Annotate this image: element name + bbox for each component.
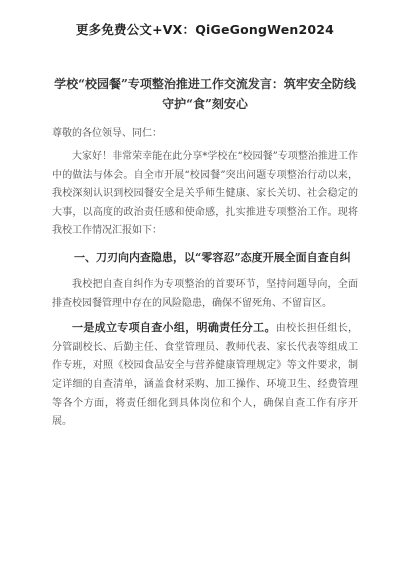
document-title: 学校“校园餐”专项整治推进工作交流发言：筑牢安全防线守护“食”刻安心 xyxy=(54,77,356,111)
section-heading-1: 一、刀刃向内查隐患，以“零容忍”态度开展全面自查自纠 xyxy=(74,250,351,264)
point-1-body: 由校长担任组长，分管副校长、后勤主任、食堂管理员、教师代表、家长代表等组成工作专班，对照《校园食品安全与营养健康管理规定》等文件要求，制定详细的自查清单，涵盖食材采购、加工操作、环境卫生、经费管理等各个方面，将责任细化到具体岗位和个人，确保自查工作有序开展。 xyxy=(52,323,359,428)
point-1-lead: 一是成立专项自查小组，明确责任分工。 xyxy=(72,321,276,335)
section-1-paragraph: 我校把自查自纠作为专项整治的首要环节，坚持问题导向，全面排查校园餐管理中存在的风险隐患，确保不留死角、不留盲区。 xyxy=(52,278,358,309)
page-header: 更多免费公文+VX：QiGeGongWen2024 xyxy=(75,22,335,37)
intro-paragraph: 大家好！非常荣幸能在此分享*学校在“校园餐”专项整治推进工作中的做法与体会。自全市开展“校园餐”突出问题专项整治行动以来，我校深刻认识到校园餐安全是关乎师生健康、家长关切、社会稳定的大事，以高度的政治责任感和使命感，扎实推进专项整治工作。现将我校工作情况汇报如下： xyxy=(52,151,358,237)
salutation: 尊敬的各位领导、同仁： xyxy=(52,128,162,139)
point-1-paragraph xyxy=(52,319,358,432)
